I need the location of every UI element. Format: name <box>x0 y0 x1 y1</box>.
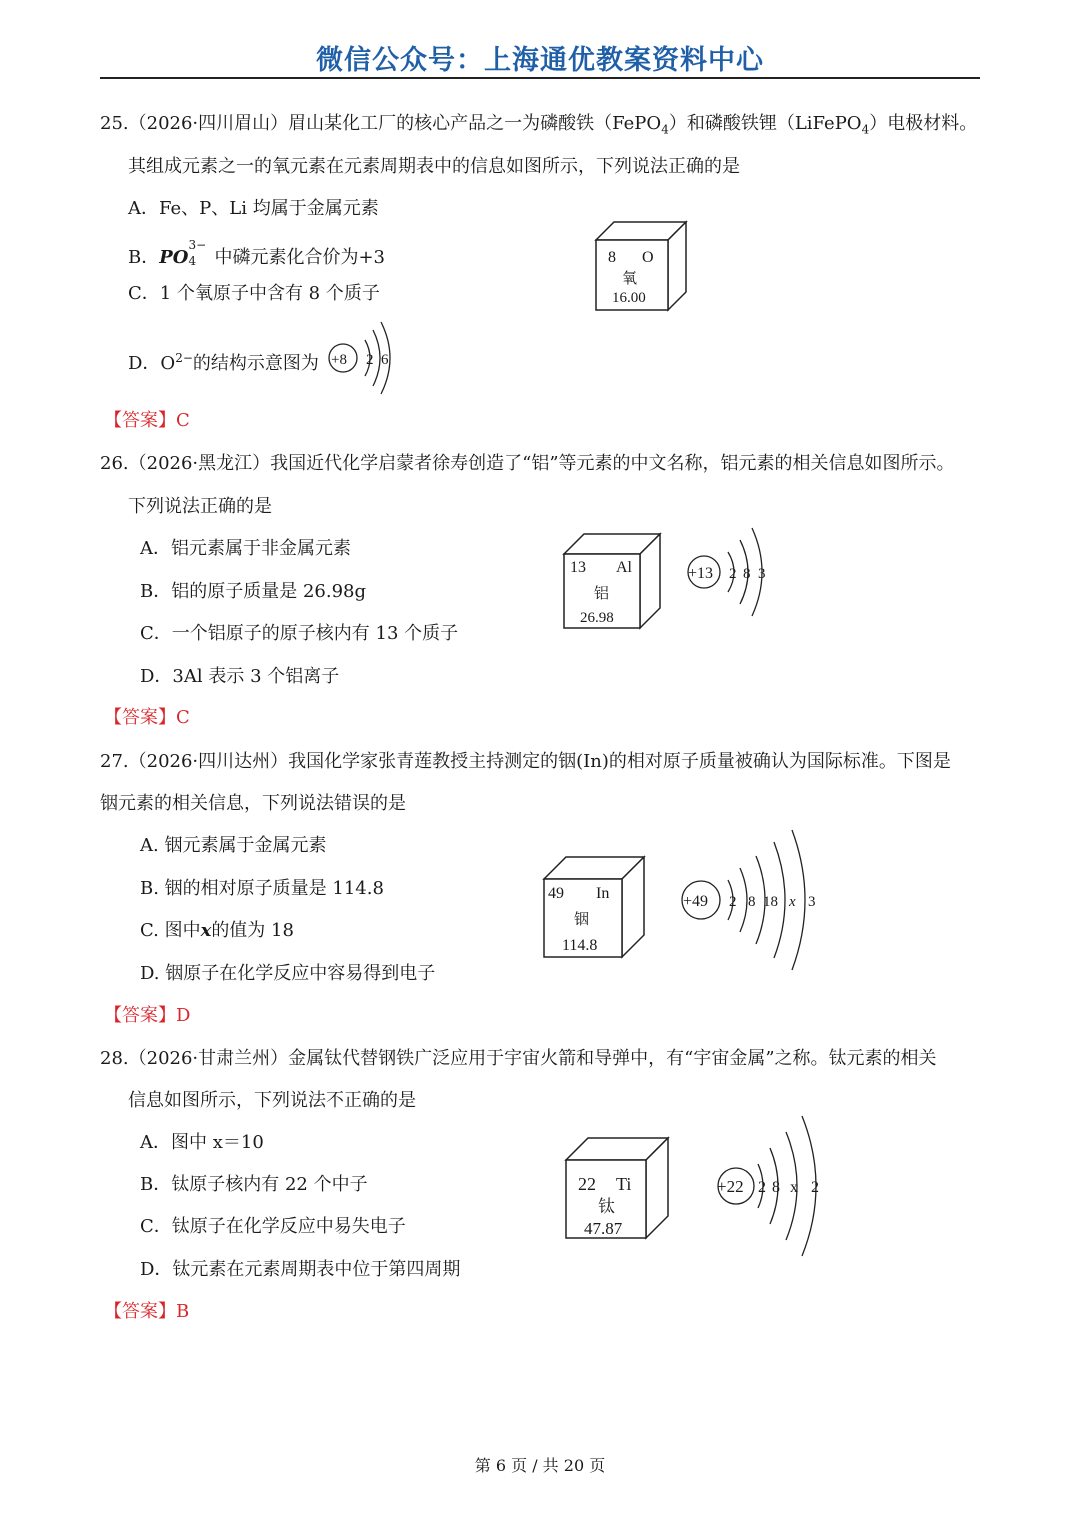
q27-answer: 【答案】D <box>104 1005 191 1026</box>
q27-option-d: D. 铟原子在化学反应中容易得到电子 <box>140 963 436 984</box>
q28-shell-3: x <box>790 1179 798 1196</box>
q28-element-name: 钛 <box>598 1197 615 1216</box>
q25-element-name: 氧 <box>622 271 638 287</box>
q28-shell-4: 2 <box>811 1179 819 1196</box>
q25-shell-1: 2 <box>366 352 374 368</box>
q26-atomic-number: 13 <box>570 559 586 576</box>
q26-element-symbol: Al <box>616 559 632 576</box>
q25-option-c: C．1 个氧原子中含有 8 个质子 <box>128 283 380 304</box>
q25-shell-2: 6 <box>381 352 389 368</box>
q26-element-name: 铝 <box>594 586 610 602</box>
q26-nucleus-charge: +13 <box>688 565 714 582</box>
q26-shell-3: 3 <box>758 566 766 582</box>
q26-option-b: B．铝的原子质量是 26.98g <box>140 581 367 602</box>
q26-option-c: C．一个铝原子的原子核内有 13 个质子 <box>140 623 459 644</box>
q26-answer: 【答案】C <box>104 707 190 728</box>
q27-option-b: B. 铟的相对原子质量是 114.8 <box>140 878 384 899</box>
q27-stem-line1: 27.（2026·四川达州）我国化学家张青莲教授主持测定的铟(In)的相对原子质量被确认为国际标准。下图是 <box>100 751 951 772</box>
q27-atomic-structure <box>676 826 824 974</box>
q25-option-b: B．PO 3− 4 中磷元素化合价为+3 <box>128 238 385 268</box>
q28-option-b: B．钛原子核内有 22 个中子 <box>140 1174 368 1195</box>
q27-nucleus-charge: +49 <box>683 893 709 910</box>
q28-option-a: A．图中 x＝10 <box>140 1132 264 1153</box>
q26-stem-line1: 26.（2026·黑龙江）我国近代化学启蒙者徐寿创造了“铝”等元素的中文名称，铝元素的相关信息如图所示。 <box>100 453 955 474</box>
q26-atomic-mass: 26.98 <box>580 610 614 626</box>
q27-atomic-number: 49 <box>548 885 564 902</box>
q27-option-c: C. 图中x的值为 18 <box>140 920 294 941</box>
q25-atomic-structure <box>325 318 395 398</box>
q27-shell-1: 2 <box>729 894 737 910</box>
q28-element-symbol: Ti <box>616 1174 632 1194</box>
q28-shell-2: 8 <box>772 1179 780 1196</box>
header-divider <box>100 77 980 79</box>
q25-element-symbol: O <box>642 249 654 266</box>
q25-answer: 【答案】C <box>104 410 190 431</box>
q28-nucleus-charge: +22 <box>717 1177 744 1196</box>
q25-option-a: A．Fe、P、Li 均属于金属元素 <box>128 198 379 219</box>
q26-atomic-structure <box>684 520 778 620</box>
q28-stem-line2: 信息如图所示，下列说法不正确的是 <box>128 1090 416 1111</box>
q27-shell-3: 18 <box>763 894 778 910</box>
q26-option-a: A．铝元素属于非金属元素 <box>140 538 351 559</box>
q27-element-symbol: In <box>596 885 610 902</box>
q27-element-name: 铟 <box>574 912 590 928</box>
q28-answer: 【答案】B <box>104 1301 190 1322</box>
q26-stem-line2: 下列说法正确的是 <box>128 496 272 517</box>
q25-element-cell <box>590 216 700 316</box>
q26-shell-2: 8 <box>743 566 751 582</box>
q27-option-a: A. 铟元素属于金属元素 <box>140 835 327 856</box>
q28-stem-line1: 28.（2026·甘肃兰州）金属钛代替钢铁广泛应用于宇宙火箭和导弹中，有“宇宙金属”之称。钛元素的相关 <box>100 1048 937 1069</box>
q25-option-d: D．$O^{2-}$的结构示意图为 <box>128 351 319 374</box>
page-header-title: 微信公众号：上海通优教案资料中心 <box>316 45 764 76</box>
q28-atomic-structure <box>714 1112 832 1260</box>
q27-atomic-mass: 114.8 <box>562 937 598 954</box>
q25-atomic-mass: 16.00 <box>612 290 646 306</box>
q25-stem-line1: 25.（2026·四川眉山）眉山某化工厂的核心产品之一为磷酸铁（FePO$_4$）和磷酸铁锂（LiFePO$_4$）电极材料。 <box>100 113 978 137</box>
q26-option-d: D．3Al 表示 3 个铝离子 <box>140 666 340 687</box>
q25-atomic-number: 8 <box>608 249 616 266</box>
q26-shell-1: 2 <box>729 566 737 582</box>
page-number-footer: 第 6 页 / 共 20 页 <box>474 1456 606 1475</box>
q27-stem-line2: 铟元素的相关信息，下列说法错误的是 <box>100 793 406 814</box>
q27-shell-2: 8 <box>748 894 756 910</box>
q28-option-d: D．钛元素在元素周期表中位于第四周期 <box>140 1259 461 1280</box>
q27-shell-5: 3 <box>808 894 816 910</box>
q26-element-cell <box>560 530 670 634</box>
q25-stem-line2: 其组成元素之一的氧元素在元素周期表中的信息如图所示，下列说法正确的是 <box>128 156 740 177</box>
q28-shell-1: 2 <box>758 1179 766 1196</box>
q28-element-cell <box>562 1134 674 1244</box>
q27-shell-4: x <box>789 894 796 910</box>
q25-nucleus-charge: +8 <box>331 352 347 368</box>
q28-atomic-mass: 47.87 <box>584 1219 623 1238</box>
q28-option-c: C．钛原子在化学反应中易失电子 <box>140 1216 406 1237</box>
q27-element-cell <box>540 853 650 963</box>
q28-atomic-number: 22 <box>578 1174 596 1194</box>
